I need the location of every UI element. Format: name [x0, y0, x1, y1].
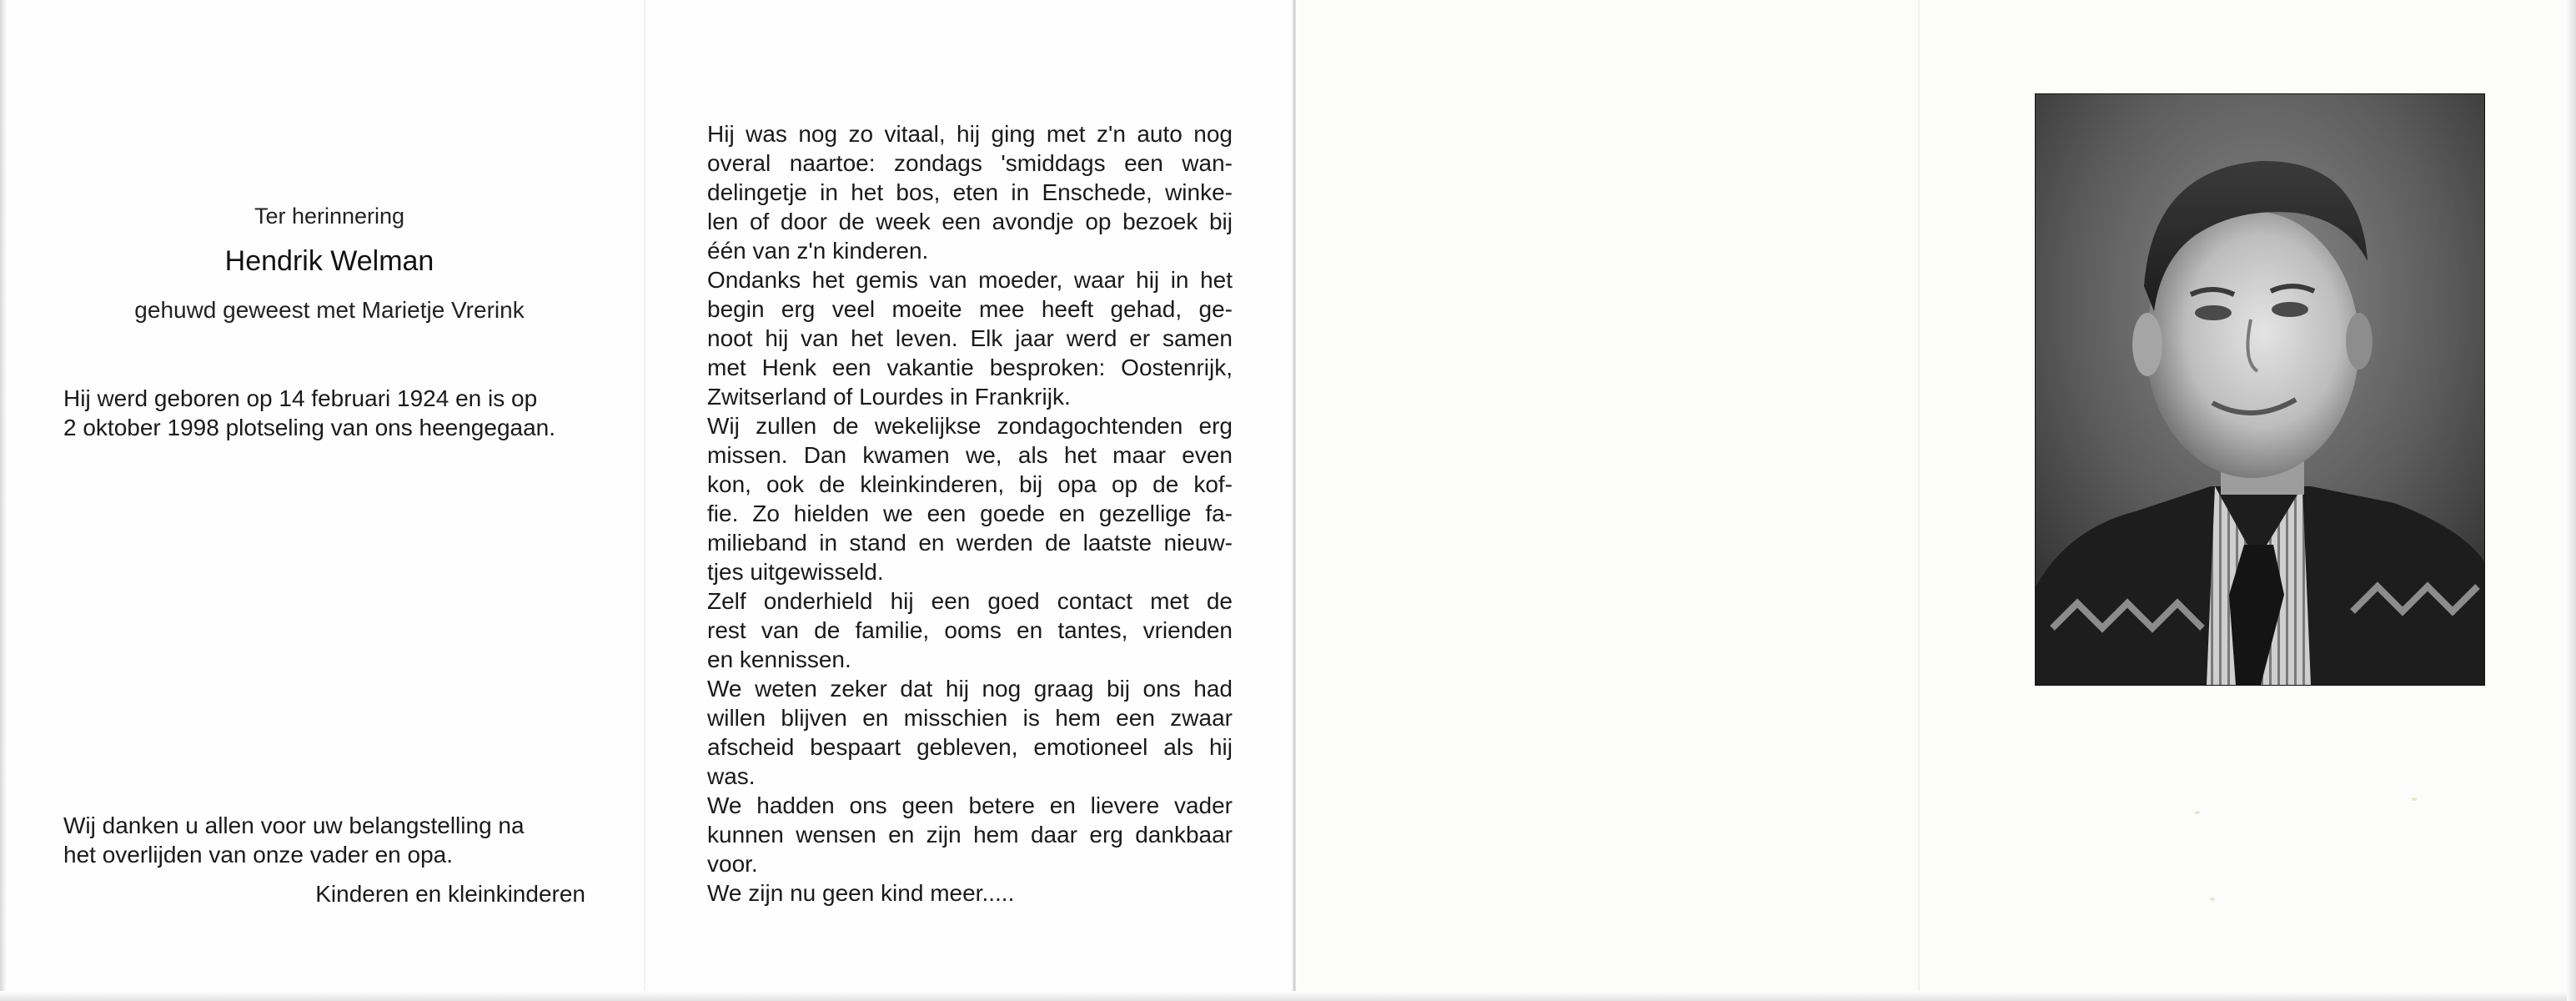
text-line: voor.: [707, 851, 758, 877]
birth-death-statement: [63, 384, 597, 442]
spouse-line: gehuwd geweest met Marietje Vrerink: [134, 297, 525, 323]
text-line: milieband in stand en werden de laatste nieuw-: [707, 530, 1233, 556]
text-line: We hadden ons geen betere en lievere vader: [707, 792, 1233, 818]
text-line: delingetje in het bos, eten in Enschede, winke-: [707, 179, 1233, 205]
memorial-text: [707, 119, 1233, 908]
text-line: en kennissen.: [707, 646, 851, 672]
text-line: willen blijven en misschien is hem een zwaar: [707, 705, 1233, 731]
thanks-line: Wij danken u allen voor uw belangstelling na: [63, 812, 525, 838]
paper-edge: [0, 991, 2576, 1001]
text-line: missen. Dan kwamen we, als het maar even: [707, 442, 1233, 468]
center-crease: [644, 0, 645, 1001]
deceased-name: Hendrik Welman: [224, 245, 434, 277]
text-line: len of door de week een avondje op bezoek bij: [707, 209, 1233, 234]
paper-speck: [2210, 898, 2215, 901]
back-crease: [1918, 0, 1920, 1001]
thanks-statement: [63, 811, 597, 869]
text-line: rest van de familie, ooms en tantes, vrienden: [707, 617, 1233, 643]
text-line: met Henk een vakantie besproken: Oostenrijk,: [707, 355, 1233, 380]
family-signature: Kinderen en kleinkinderen: [315, 881, 585, 907]
text-line: overal naartoe: zondags 'smiddags een wan-: [707, 150, 1233, 176]
text-line: één van z'n kinderen.: [707, 238, 929, 264]
paper-edge: [2567, 0, 2576, 1001]
text-line: kon, ook de kleinkinderen, bij opa op de kof-: [707, 471, 1233, 497]
birth-line: Hij werd geboren op 14 februari 1924 en is op: [63, 385, 538, 411]
text-line: kunnen wensen en zijn hem daar erg dankbaar: [707, 822, 1233, 848]
text-line: afscheid bespaart gebleven, emotioneel als hij: [707, 734, 1233, 760]
text-line: Hij was nog zo vitaal, hij ging met z'n auto nog: [707, 121, 1233, 147]
death-line: 2 oktober 1998 plotseling van ons heengegaan.: [63, 415, 556, 440]
card-fold: [1293, 0, 1296, 1001]
paper-speck: [2195, 811, 2200, 814]
remembrance-heading: Ter herinnering: [254, 204, 405, 229]
paper-edge: [0, 0, 7, 1001]
text-line: begin erg veel moeite mee heeft gehad, ge-: [707, 296, 1233, 322]
thanks-line: het overlijden van onze vader en opa.: [63, 842, 453, 868]
text-line: fie. Zo hielden we een goede en gezellige fa-: [707, 500, 1233, 526]
text-line: We zijn nu geen kind meer.....: [707, 880, 1015, 906]
text-line: tjes uitgewisseld.: [707, 559, 884, 585]
text-line: Zwitserland of Lourdes in Frankrijk.: [707, 384, 1071, 410]
text-line: Zelf onderhield hij een goed contact met de: [707, 588, 1233, 614]
text-line: Ondanks het gemis van moeder, waar hij in het: [707, 267, 1233, 293]
text-line: was.: [707, 763, 756, 789]
text-line: We weten zeker dat hij nog graag bij ons had: [707, 676, 1233, 702]
text-line: Wij zullen de wekelijkse zondagochtenden erg: [707, 413, 1233, 439]
portrait-photo: [2035, 93, 2485, 686]
text-line: noot hij van het leven. Elk jaar werd er samen: [707, 325, 1233, 351]
paper-speck: [2412, 797, 2417, 801]
